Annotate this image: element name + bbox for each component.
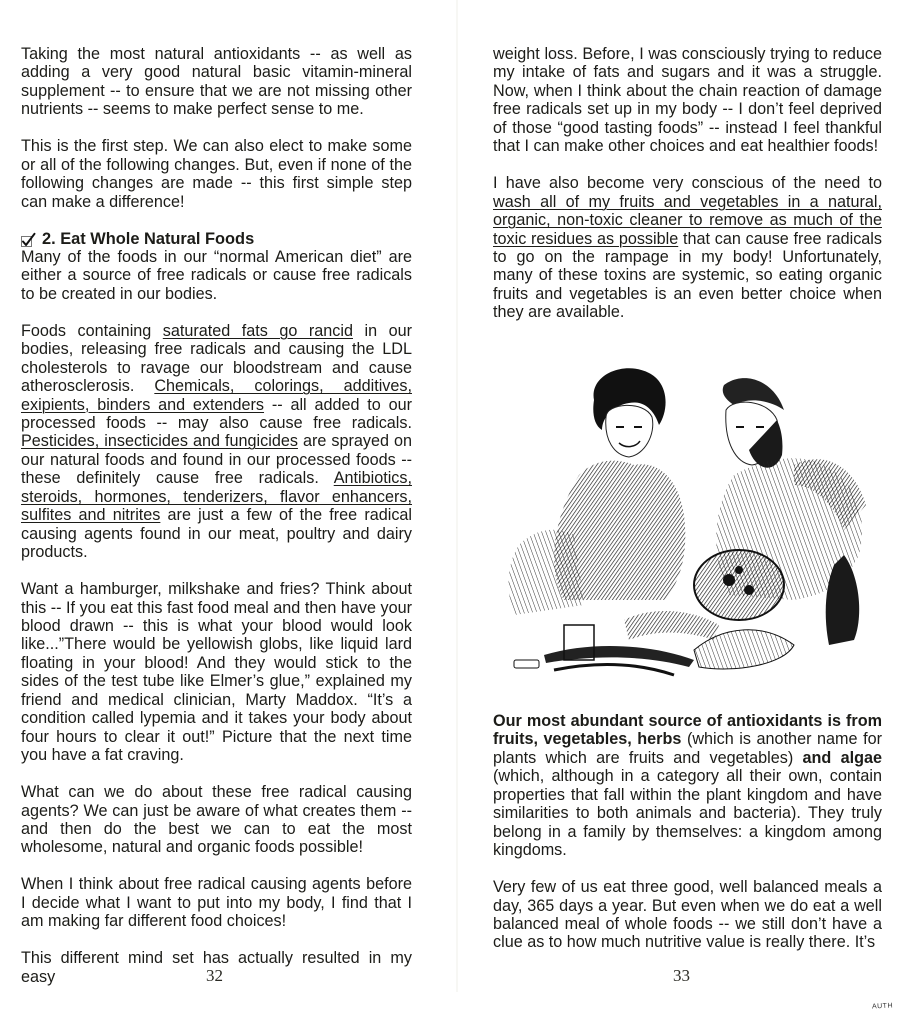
text-run: -- all added to our processed foods -- may also cause free radicals.	[21, 395, 412, 433]
section-heading	[21, 230, 412, 248]
paragraph-fast-food: Want a hamburger, milkshake and fries? Think about this -- If you eat this fast food meal and then have your blood drawn -- this is what your blood would look like...”There would be yellowish globs, like liquid lard floating in your blood! And they would stick to the sides of the test tube like Elmer’s glue,” explained my friend and medical clinician, Marty Maddox. “It’s a condition called lypemia and it takes your body about four hours to clear it out!” Picture that the next time you have a fat craving.	[21, 580, 412, 765]
right-page	[458, 0, 918, 1011]
paragraph-first-step: This is the first step. We can also elect to make some or all of the following changes. But, even if none of the following changes are made -- this first simple step can make a difference!	[21, 137, 412, 211]
paragraph-mind-set: This different mind set has actually resulted in my easy	[21, 949, 412, 986]
left-page-body	[21, 45, 412, 986]
text-run: in our bodies, releasing free radicals and causing the LDL cholesterols to ravage our bloodstream and cause atherosclerosis.	[21, 321, 412, 396]
underlined-phrase: Pesticides, insecticides and fungicides	[21, 432, 298, 451]
page-number: 33	[673, 966, 690, 985]
underlined-phrase: Chemicals, colorings, additives, exipients, binders and extenders	[21, 377, 412, 414]
text-run: are just a few of the free radical causing agents found in our meat, poultry and dairy products.	[21, 506, 413, 562]
underlined-phrase: Antibiotics, steroids, hormones, tenderizers, flavor enhancers, sulfites and nitrites	[21, 469, 412, 525]
paragraph-wash-produce	[493, 174, 882, 322]
bold-phrase: Our most abundant source of antioxidants is from fruits, vegetables, herbs	[493, 712, 882, 749]
text-run: I have also become very conscious of the need to	[493, 174, 882, 193]
right-page-body	[493, 45, 882, 322]
text-run: that can cause free radicals to go on the rampage in my body! Unfortunately, many of these toxins are systemic, so eating organic fruits and vegetables is an even better choice when they are available.	[493, 229, 882, 322]
bold-phrase: and algae	[802, 748, 882, 767]
left-page	[0, 0, 457, 992]
paragraph-american-diet: Many of the foods in our “normal American diet” are either a source of free radicals or cause free radicals to be created in our bodies.	[21, 247, 412, 303]
page-number: 32	[206, 966, 223, 985]
artist-signature: AUTH	[871, 1002, 894, 1011]
right-page-lower-body	[493, 712, 882, 952]
paragraph-antioxidant-sources	[493, 712, 882, 860]
text-run: Foods containing	[21, 321, 163, 340]
paragraph-food-choices: When I think about free radical causing agents before I decide what I want to put into my body, I find that I am making far different food choices!	[21, 875, 412, 931]
illustration-drawing	[494, 355, 887, 685]
underlined-phrase: wash all of my fruits and vegetables in a natural, organic, non-toxic cleaner to remove as much of the toxic residues as possible	[493, 192, 882, 248]
text-run: (which, although in a category all their own, contain properties that fall within the plant kingdom and have similarities to both animals and bacteria). They truly belong in a family by themselves: a kingdom among kingdoms.	[493, 767, 882, 860]
checkbox-check-icon	[21, 233, 36, 247]
paragraph-what-can-we-do: What can we do about these free radical causing agents? We can just be aware of what creates them -- and then do the best we can to eat the most wholesome, natural and organic foods possible!	[21, 783, 412, 857]
paragraph-balanced-meals: Very few of us eat three good, well balanced meals a day, 365 days a year. But even when we do eat a well balanced meal of whole foods -- we still don’t have a clue as to how much nutritive value is really there. It’s	[493, 878, 882, 952]
section-heading-text: 2. Eat Whole Natural Foods	[42, 229, 255, 248]
text-run: are sprayed on our natural foods and found in our processed foods -- these definitely cause free radicals.	[21, 432, 413, 488]
paragraph-antioxidants-supplement: Taking the most natural antioxidants -- as well as adding a very good natural basic vitamin-mineral supplement -- to ensure that we are not missing other nutrients -- seems to make perfect sense to me.	[21, 45, 412, 119]
underlined-phrase: saturated fats go rancid	[162, 321, 353, 340]
text-run: (which is another name for plants which are fruits and vegetables)	[493, 730, 882, 767]
paragraph-weight-loss: weight loss. Before, I was consciously trying to reduce my intake of fats and sugars and it was a struggle. Now, when I think about the chain reaction of damage free radicals set up in my body -- I don’t feel deprived of those “good tasting foods” -- instead I feel thankful that I can make other choices and eat healthier foods!	[493, 45, 882, 156]
paragraph-free-radical-sources	[21, 322, 412, 562]
